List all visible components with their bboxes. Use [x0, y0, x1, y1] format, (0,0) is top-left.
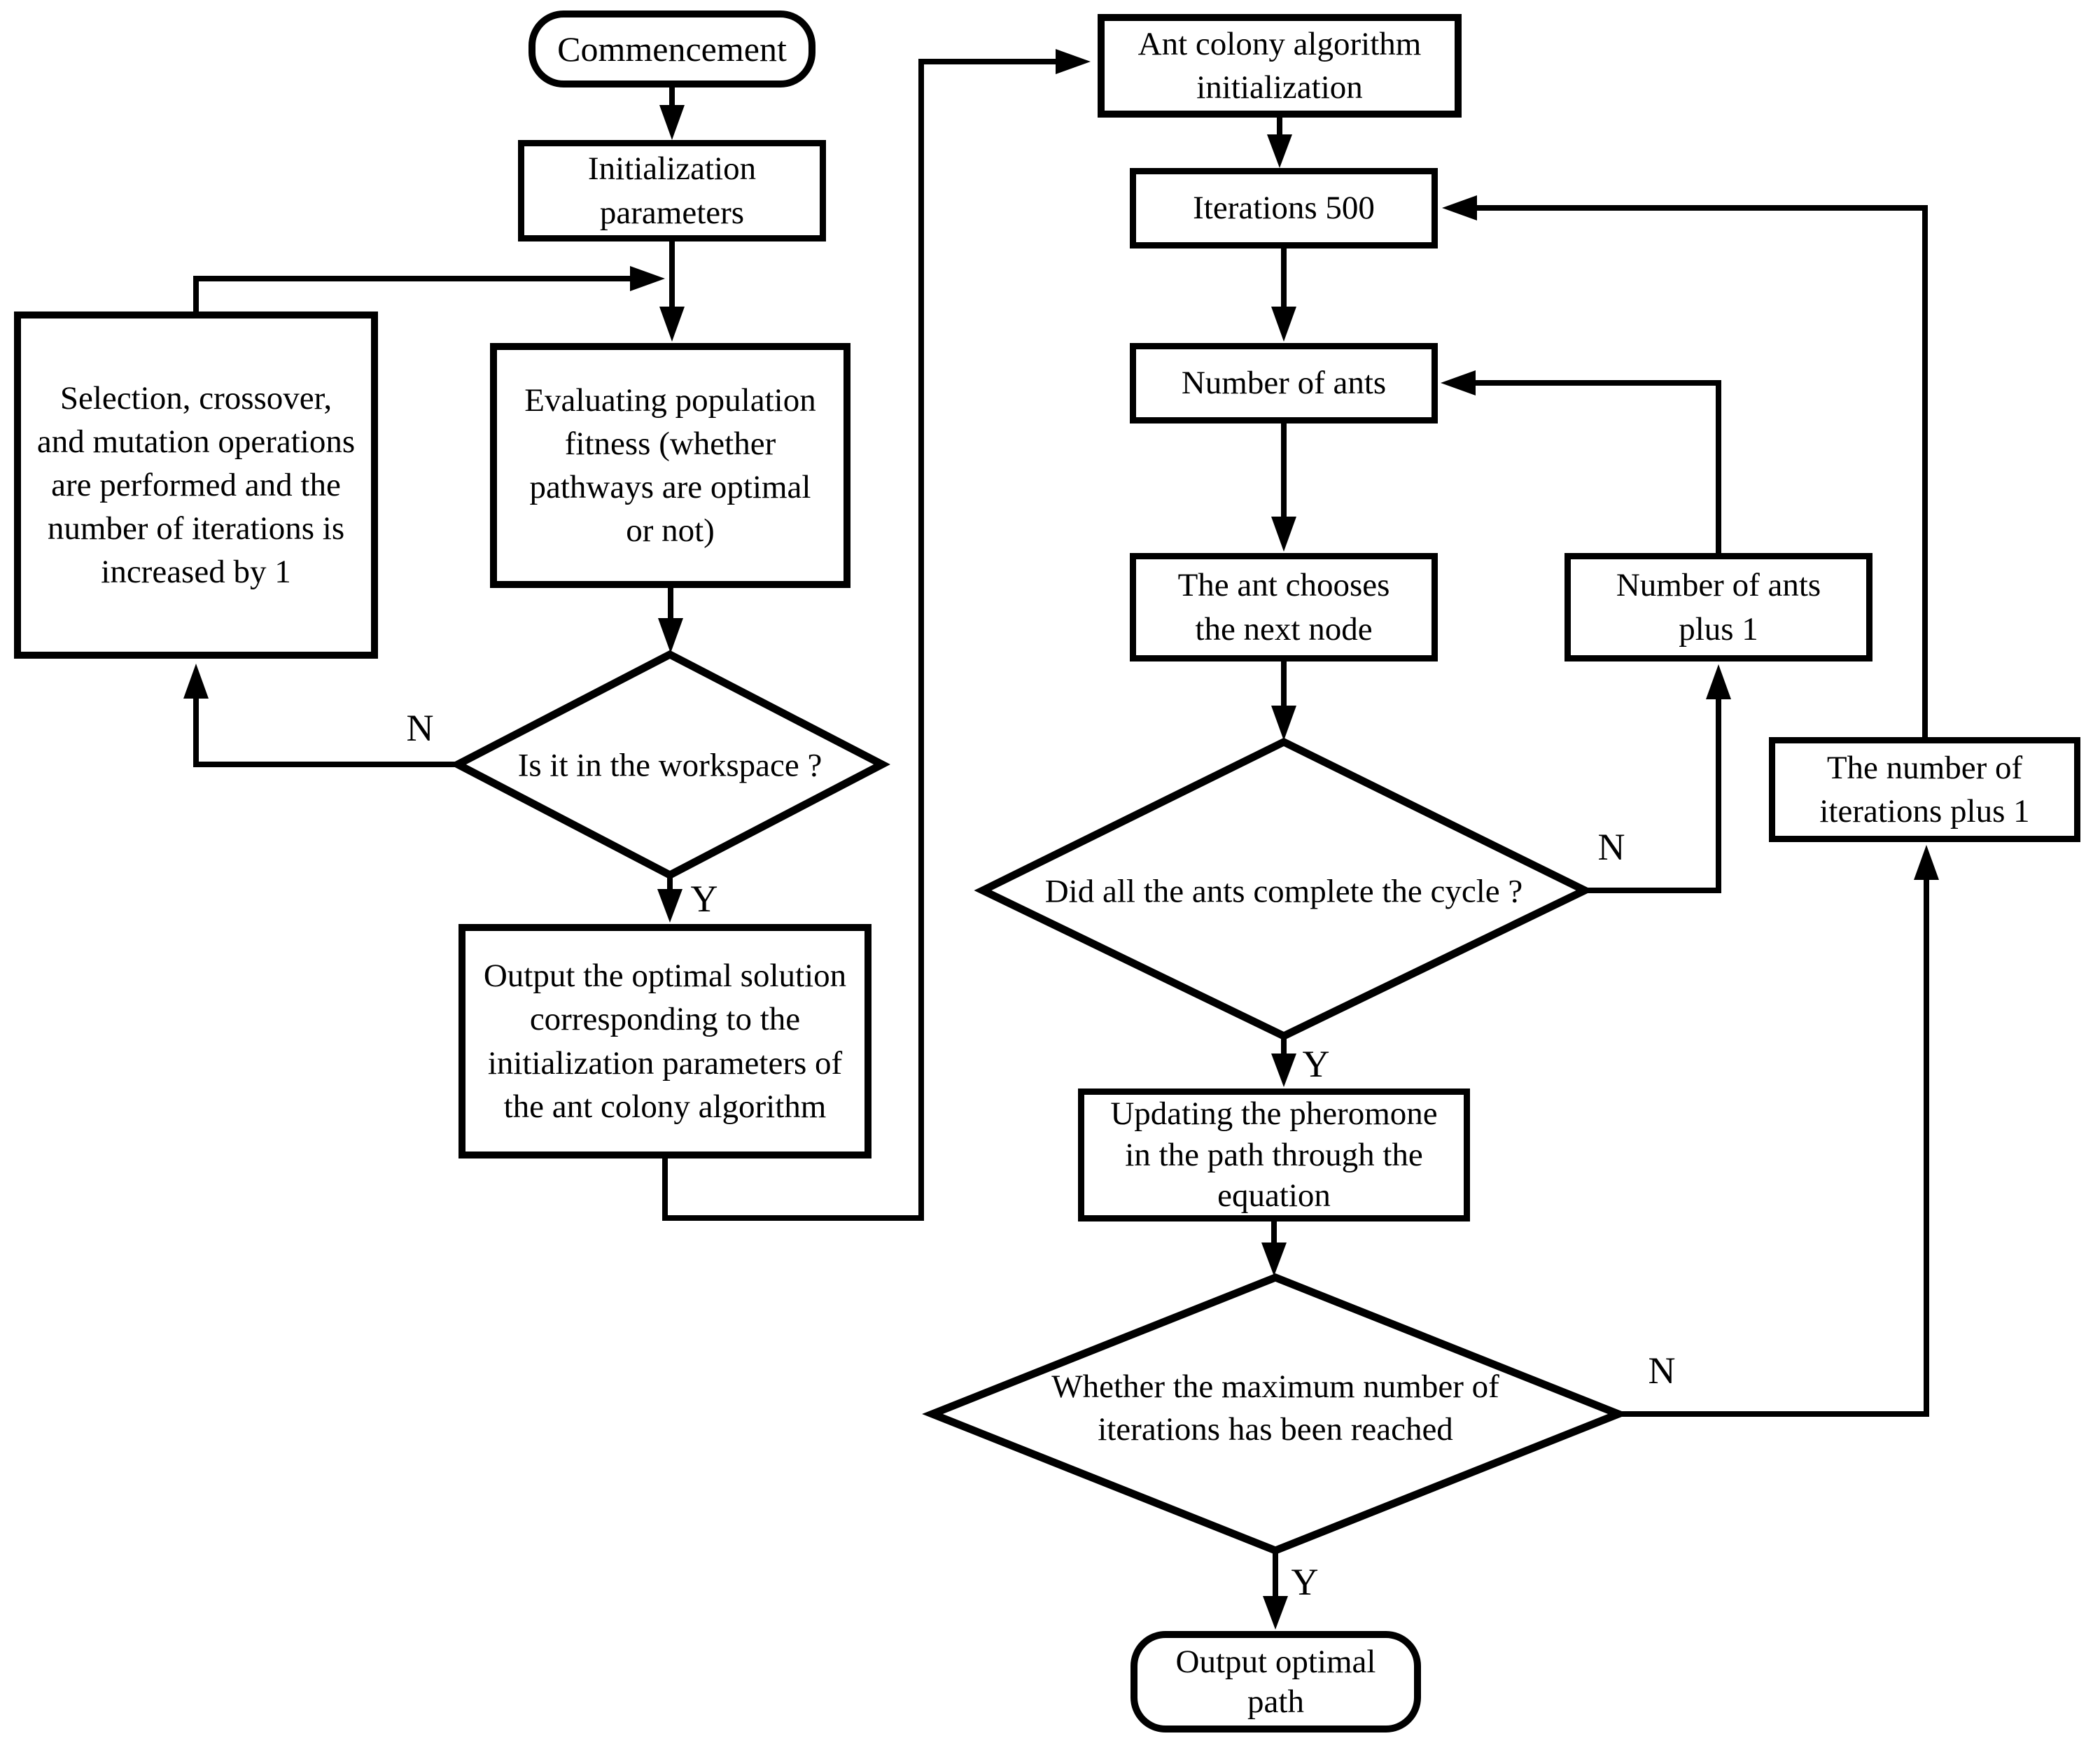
arrowhead-into-cycle: [1271, 706, 1296, 741]
node-output-optimal-solution: [458, 924, 872, 1158]
node-ant-colony-initialization: [1098, 14, 1462, 118]
node-evaluating-fitness: [490, 343, 850, 588]
node-max-iterations-decision-label: Whether the maximum number of iterations has been reached: [1051, 1368, 1499, 1448]
node-ant-chooses-next-node: [1130, 553, 1438, 662]
node-iterations-plus-1-label: The number of iterations plus 1: [1819, 749, 2030, 830]
arrowhead-into-antchooses: [1271, 517, 1296, 552]
node-updating-pheromone-label: Updating the pheromone in the path through the equation: [1110, 1095, 1438, 1214]
node-updating-pheromone: [1078, 1088, 1470, 1222]
cycle-yes-label: Y: [1302, 1043, 1330, 1085]
node-output-optimal-solution-label: Output the optimal solution corresponding to the initialization parameters of the ant colony algorithm: [483, 958, 847, 1125]
edge-selection-loop-top: [196, 279, 630, 313]
workspace-no-label: N: [406, 707, 434, 749]
arrowhead-into-updating: [1271, 1054, 1296, 1087]
node-iterations-plus-1: [1769, 737, 2080, 842]
arrowhead-into-maxiter: [1261, 1242, 1287, 1276]
max-iterations-no-label: N: [1648, 1350, 1676, 1392]
node-output-optimal-path-label: Output optimal path: [1175, 1644, 1376, 1720]
node-ant-colony-initialization-label: Ant colony algorithm initialization: [1138, 25, 1422, 106]
cycle-no-label: N: [1597, 826, 1625, 868]
arrowhead-into-output-solution: [657, 889, 682, 923]
arrowhead-into-numants: [1271, 307, 1296, 342]
arrowhead-into-iterations-right: [1442, 195, 1477, 220]
node-output-optimal-path: [1130, 1631, 1421, 1732]
arrowhead-into-outputpath: [1263, 1596, 1288, 1630]
node-initialization-parameters: [518, 140, 826, 241]
node-number-of-ants-plus-1: [1564, 553, 1872, 662]
node-number-of-ants-label: Number of ants: [1181, 365, 1387, 402]
edge-maxiter-no: [1618, 880, 1926, 1414]
arrowhead-into-numants-right: [1441, 370, 1476, 396]
max-iterations-yes-label: Y: [1291, 1561, 1319, 1603]
node-number-of-ants-plus-1-label: Number of ants plus 1: [1616, 567, 1821, 648]
node-iterations-500-label: Iterations 500: [1193, 190, 1375, 227]
node-number-of-ants: [1130, 343, 1438, 424]
node-commencement: [528, 10, 816, 88]
node-selection-crossover-mutation-label: Selection, crossover, and mutation operations are performed and the number of iterations is increased by 1: [36, 379, 356, 591]
arrowhead-into-iterplus1: [1914, 845, 1939, 880]
arrowhead-into-selection: [183, 664, 209, 699]
node-ant-chooses-next-node-label: The ant chooses the next node: [1177, 567, 1390, 648]
node-evaluating-fitness-label: Evaluating population fitness (whether pathways are optimal or not): [524, 382, 816, 550]
arrowhead-into-antsplus1: [1706, 664, 1731, 699]
edge-antsplus1-to-numants: [1476, 383, 1718, 553]
arrowhead-into-evaluating: [659, 307, 685, 342]
arrowhead-into-antcolony: [1056, 49, 1091, 74]
node-commencement-label: Commencement: [557, 29, 787, 69]
arrowhead-into-init: [659, 105, 685, 140]
arrowhead-into-iterations: [1267, 134, 1292, 168]
workspace-yes-label: Y: [690, 878, 718, 920]
node-cycle-decision-label: Did all the ants complete the cycle ?: [1044, 873, 1523, 910]
node-workspace-decision-label: Is it in the workspace ?: [517, 747, 822, 784]
arrowhead-into-workspace: [658, 618, 683, 653]
arrowhead-loop-junction: [630, 266, 665, 291]
node-selection-crossover-mutation: [14, 312, 378, 659]
node-iterations-500: [1130, 168, 1438, 248]
node-initialization-parameters-label: Initialization parameters: [587, 150, 757, 231]
